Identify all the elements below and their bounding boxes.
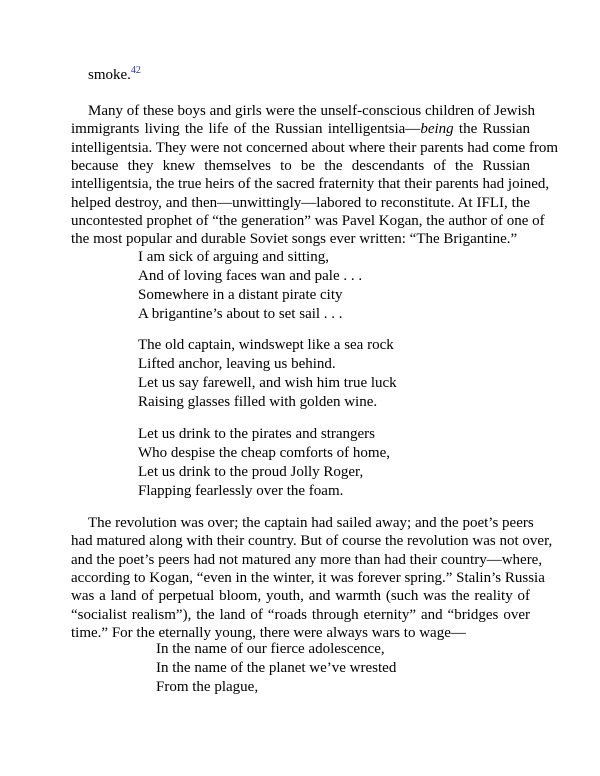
paragraph-line: uncontested prophet of “the generation” was Pavel Kogan, the author of one of <box>71 213 545 230</box>
paragraph-line: and the poet’s peers had not matured any more than had their country—where, <box>71 551 543 568</box>
paragraph-line: intelligentsia. They were not concerned about where their parents had come from <box>71 139 559 156</box>
poem-stanza-3 <box>138 425 390 501</box>
paragraph-line: the most popular and durable Soviet songs ever written: “The Brigantine.” <box>71 231 518 248</box>
verse-line: I am sick of arguing and sitting, <box>138 249 329 265</box>
paragraph-line: Many of these boys and girls were the unself-conscious children of Jewish <box>88 103 535 119</box>
emphasis-being: being <box>420 121 454 138</box>
paragraph-line: according to Kogan, “even in the winter, it was forever spring.” Stalin’s Russia <box>71 570 545 587</box>
paragraph-revolution <box>71 514 553 642</box>
verse-line: From the plague, <box>156 679 259 695</box>
paragraph-line: had matured along with their country. But of course the revolution was not over, <box>71 533 553 550</box>
verse-line: Flapping fearlessly over the foam. <box>138 483 344 499</box>
verse-line: Somewhere in a distant pirate city <box>138 287 343 303</box>
verse-line: Let us say farewell, and wish him true luck <box>138 375 397 391</box>
verse-line: And of loving faces wan and pale . . . <box>138 268 363 284</box>
paragraph-line <box>71 120 530 138</box>
verse-line: Let us drink to the pirates and strangers <box>138 426 376 442</box>
verse-line: In the name of our fierce adolescence, <box>156 641 385 657</box>
paragraph-line: time.” For the eternally young, there were always wars to wage— <box>71 625 466 642</box>
continuation-line <box>88 66 141 84</box>
verse-line: Raising glasses filled with golden wine. <box>138 394 378 410</box>
paragraph-line: helped destroy, and then—unwittingly—labored to reconstitute. At IFLI, the <box>71 194 530 211</box>
paragraph-line: was a land of perpetual bloom, youth, and warmth (such was the reality of <box>71 588 530 605</box>
verse-line: The old captain, windswept like a sea rock <box>138 337 394 353</box>
line-text: the Russian <box>453 121 530 138</box>
paragraph-line: intelligentsia, the true heirs of the sacred fraternity that their parents had joined, <box>71 176 550 193</box>
continuation-text: smoke. <box>88 67 131 83</box>
paragraph-intelligentsia <box>71 102 559 249</box>
paragraph-line: because they knew themselves to be the descendants of the Russian <box>71 158 530 175</box>
paragraph-line: The revolution was over; the captain had sailed away; and the poet’s peers <box>88 515 534 531</box>
block-quote <box>156 640 396 697</box>
line-text: immigrants living the life of the Russian intelligentsia— <box>71 121 421 138</box>
paragraph-line: “socialist realism”), the land of “roads through eternity” and “bridges over <box>71 606 530 623</box>
verse-line: Let us drink to the proud Jolly Roger, <box>138 464 364 480</box>
verse-line: Who despise the cheap comforts of home, <box>138 445 391 461</box>
poem-stanza-1 <box>138 248 362 324</box>
footnote-reference[interactable]: 42 <box>130 65 141 76</box>
poem-stanza-2 <box>138 336 397 412</box>
verse-line: A brigantine’s about to set sail . . . <box>138 306 343 322</box>
verse-line: Lifted anchor, leaving us behind. <box>138 356 336 372</box>
verse-line: In the name of the planet we’ve wrested <box>156 660 397 676</box>
